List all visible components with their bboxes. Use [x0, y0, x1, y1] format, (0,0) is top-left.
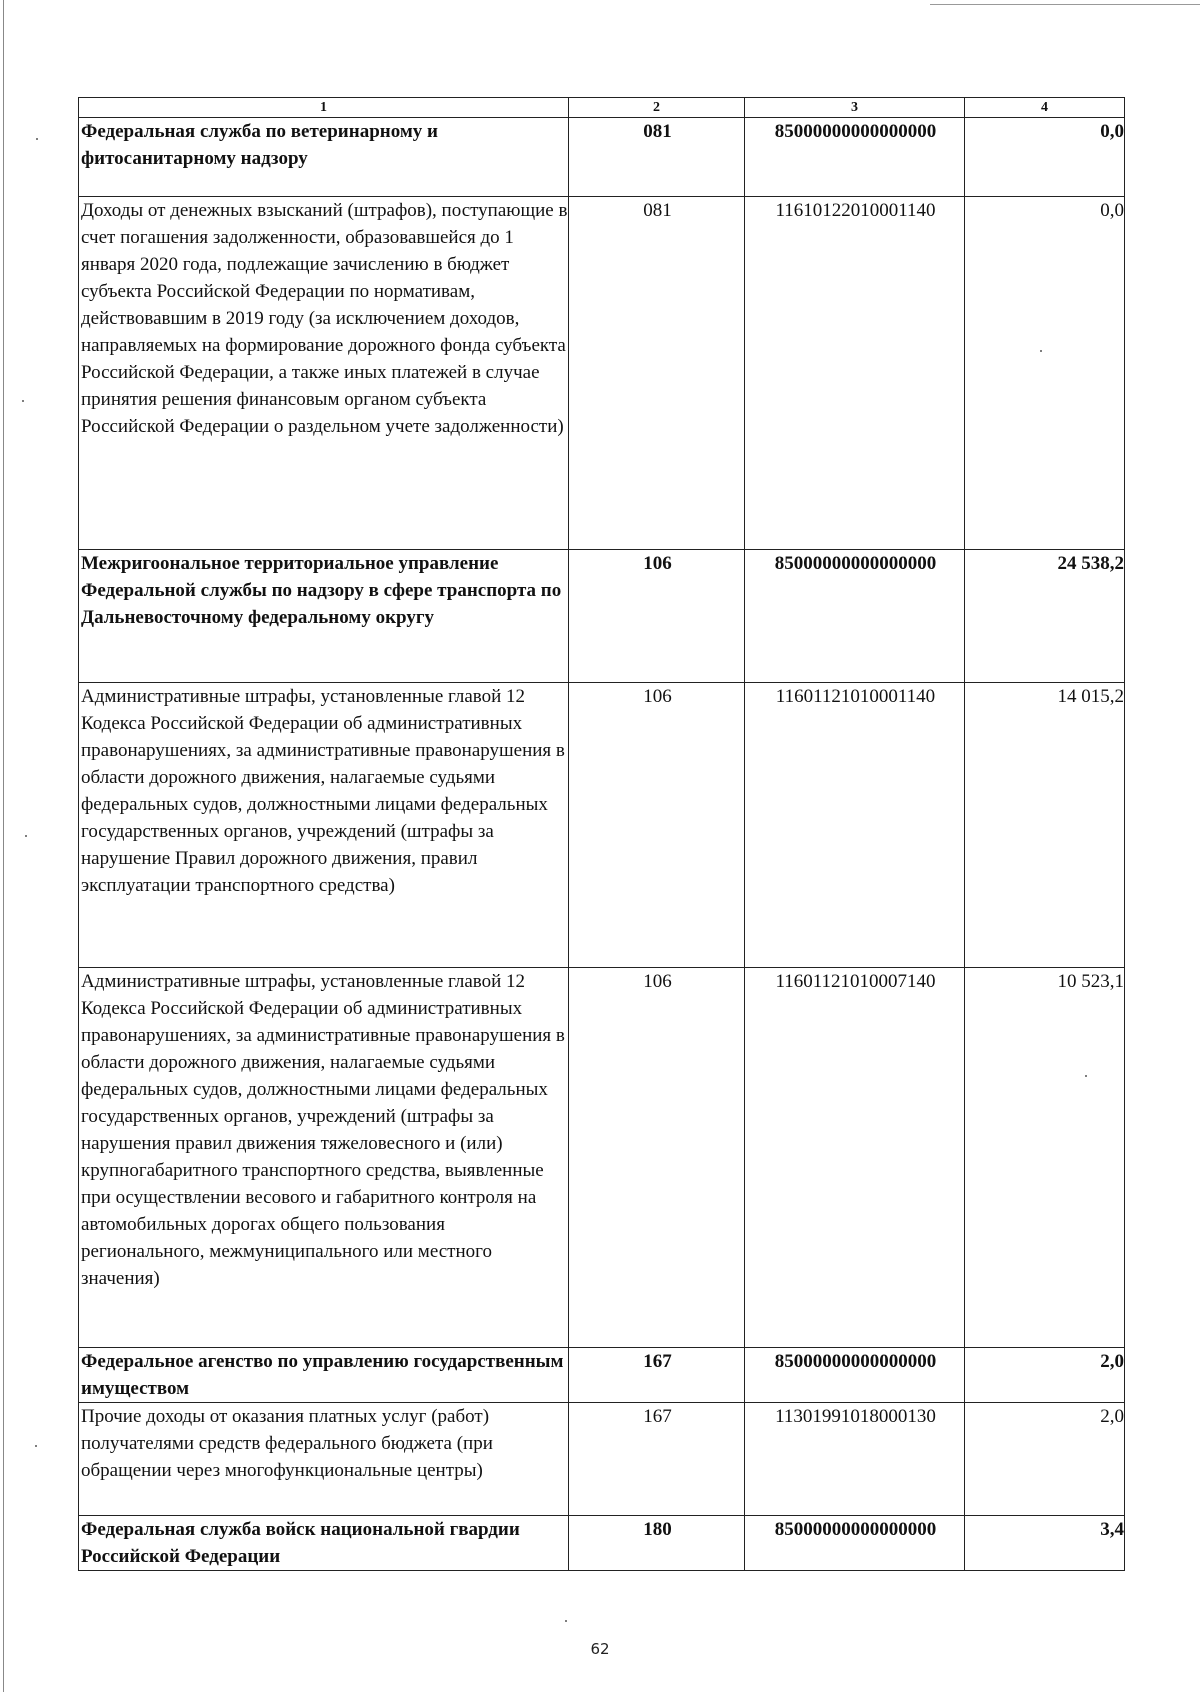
row-budget-code: 85000000000000000 — [745, 1516, 965, 1571]
row-budget-code: 11601121010007140 — [745, 968, 965, 1348]
row-amount: 14 015,2 — [965, 683, 1125, 968]
row-admin-code: 106 — [569, 968, 745, 1348]
column-header-4: 4 — [965, 98, 1125, 118]
column-header-2: 2 — [569, 98, 745, 118]
row-name: Федеральная служба войск национальной гвардии Российской Федерации — [79, 1516, 569, 1571]
table-row — [79, 1348, 1125, 1403]
row-amount: 24 538,2 — [965, 550, 1125, 683]
row-name: Административные штрафы, установленные главой 12 Кодекса Российской Федерации об административных правонарушениях, за административные правонарушения в области дорожного движения, налагаемые судьями федеральных судов, должностными лицами федеральных государственных органов, учреждений (штрафы за нарушения правил движения тяжеловесного и (или) крупногабаритного транспортного средства, выявленные при осуществлении весового и габаритного контроля на автомобильных дорогах общего пользования регионального, межмуниципального или местного значения) — [79, 968, 569, 1348]
row-admin-code: 167 — [569, 1348, 745, 1403]
table-row — [79, 968, 1125, 1348]
table-row — [79, 1516, 1125, 1571]
scan-speck — [36, 138, 38, 140]
row-name: Доходы от денежных взысканий (штрафов), поступающие в счет погашения задолженности, образовавшейся до 1 января 2020 года, подлежащие зачислению в бюджет субъекта Российской Федерации по нормативам, действовавшим в 2019 году (за исключением доходов, направляемых на формирование дорожного фонда субъекта Российской Федерации, а также иных платежей в случае принятия решения финансовым органом субъекта Российской Федерации о раздельном учете задолженности) — [79, 197, 569, 550]
row-name: Административные штрафы, установленные главой 12 Кодекса Российской Федерации об административных правонарушениях, за административные правонарушения в области дорожного движения, налагаемые судьями федеральных судов, должностными лицами федеральных государственных органов, учреждений (штрафы за нарушение Правил дорожного движения, правил эксплуатации транспортного средства) — [79, 683, 569, 968]
row-amount: 3,4 — [965, 1516, 1125, 1571]
row-amount: 0,0 — [965, 197, 1125, 550]
scan-edge-left — [3, 0, 4, 1692]
row-admin-code: 180 — [569, 1516, 745, 1571]
scan-speck — [35, 1445, 37, 1447]
revenue-table — [78, 97, 1125, 1571]
row-amount: 2,0 — [965, 1348, 1125, 1403]
row-name: Прочие доходы от оказания платных услуг (работ) получателями средств федерального бюджета (при обращении через многофункциональные центры) — [79, 1403, 569, 1516]
row-budget-code: 85000000000000000 — [745, 550, 965, 683]
scan-speck — [22, 400, 24, 402]
row-budget-code: 11301991018000130 — [745, 1403, 965, 1516]
row-admin-code: 167 — [569, 1403, 745, 1516]
row-name: Федеральное агенство по управлению государственным имуществом — [79, 1348, 569, 1403]
row-amount: 0,0 — [965, 118, 1125, 197]
row-admin-code: 106 — [569, 683, 745, 968]
scan-edge-top — [930, 4, 1200, 5]
row-budget-code: 85000000000000000 — [745, 1348, 965, 1403]
table-row — [79, 550, 1125, 683]
row-name: Федеральная служба по ветеринарному и фитосанитарному надзору — [79, 118, 569, 197]
scan-speck — [25, 835, 27, 837]
row-amount: 2,0 — [965, 1403, 1125, 1516]
row-admin-code: 081 — [569, 197, 745, 550]
header-row — [79, 98, 1125, 118]
row-admin-code: 106 — [569, 550, 745, 683]
page-number: 62 — [590, 1640, 610, 1658]
column-header-3: 3 — [745, 98, 965, 118]
table-row — [79, 683, 1125, 968]
row-budget-code: 85000000000000000 — [745, 118, 965, 197]
row-budget-code: 11610122010001140 — [745, 197, 965, 550]
row-budget-code: 11601121010001140 — [745, 683, 965, 968]
scan-speck — [565, 1620, 567, 1622]
table-row — [79, 118, 1125, 197]
row-name: Межригоональное территориальное управление Федеральной службы по надзору в сфере транспорта по Дальневосточному федеральному округу — [79, 550, 569, 683]
column-header-1: 1 — [79, 98, 569, 118]
row-amount: 10 523,1 — [965, 968, 1125, 1348]
table-row — [79, 197, 1125, 550]
table-row — [79, 1403, 1125, 1516]
row-admin-code: 081 — [569, 118, 745, 197]
